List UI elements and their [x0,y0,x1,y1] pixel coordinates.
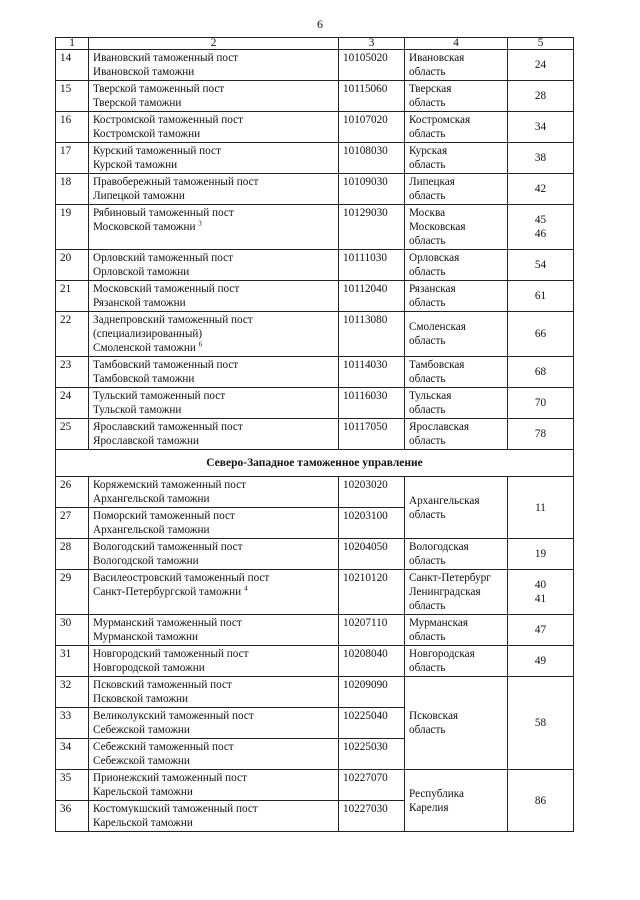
table-row [56,570,574,615]
post-name [89,112,339,143]
post-name [89,281,339,312]
header-cell-1: 1 [56,38,89,50]
post-code-text: 10210120 [343,572,388,584]
table-row [56,357,574,388]
post-code [339,250,405,281]
region-text: Костромская область [409,114,471,140]
number [508,615,574,646]
row-number [56,801,89,832]
number-text: 42 [534,183,547,195]
post-code-text: 10114030 [343,359,388,371]
row-number [56,419,89,450]
number-merged-text: 11 [535,501,546,514]
post-code-text: 10225040 [343,710,388,722]
post-code [339,708,405,739]
row-number-text: 26 [60,479,72,491]
row-number [56,50,89,81]
region [405,81,508,112]
post-name-text: Тамбовский таможенный пост Тамбовской таможни [93,359,239,385]
post-code-text: 10129030 [343,207,388,219]
post-name [89,539,339,570]
number [508,250,574,281]
post-name-text: Правобережный таможенный пост Липецкой таможни [93,176,259,202]
post-name [89,770,339,801]
post-name [89,708,339,739]
region-text: Ивановская область [409,52,465,78]
post-name [89,250,339,281]
post-name-text: Вологодский таможенный пост Вологодской таможни [93,541,243,567]
number-text: 54 [534,259,547,271]
header-cell-3: 3 [339,38,405,50]
row-number-text: 18 [60,176,72,188]
number-text: 68 [534,366,547,378]
post-name-text: Мурманский таможенный пост Мурманской таможни [93,617,242,643]
row-number-text: 17 [60,145,72,157]
number [508,357,574,388]
table-row [56,419,574,450]
region [405,205,508,250]
row-number [56,143,89,174]
region [405,50,508,81]
post-name-text: Тульский таможенный пост Тульской таможни [93,390,226,416]
post-name [89,646,339,677]
region-text: Тульская область [409,390,452,416]
number [508,539,574,570]
region [405,615,508,646]
number [508,388,574,419]
number-text: 38 [534,152,547,164]
post-name-text: Новгородский таможенный пост Новгородской таможни [93,648,249,674]
number-text: 49 [534,655,547,667]
table-row [56,646,574,677]
row-number [56,615,89,646]
page-number: 6 [317,17,323,31]
post-code-text: 10111030 [343,252,387,264]
number-merged-text: 86 [534,794,547,807]
post-code [339,112,405,143]
table-row [56,81,574,112]
table-row [56,112,574,143]
post-name [89,508,339,539]
number [508,205,574,250]
section-title-text: Северо-Западное таможенное управление [206,457,423,469]
row-number [56,312,89,357]
post-name-text: Прионежский таможенный пост Карельской таможни [93,772,247,798]
table-row [56,250,574,281]
region-merged [405,770,508,832]
post-code [339,739,405,770]
number-text: 40 41 [534,579,547,605]
post-code [339,174,405,205]
post-code [339,770,405,801]
region [405,357,508,388]
post-code [339,477,405,508]
post-name [89,477,339,508]
post-code-text: 10203020 [343,479,388,491]
table-row [56,477,574,508]
post-name-text: Тверской таможенный пост Тверской таможни [93,83,225,109]
number-text: 78 [534,428,547,440]
number-text: 24 [534,59,547,71]
table-row [56,388,574,419]
region-merged-text: Республика Карелия [409,787,464,814]
post-code [339,508,405,539]
post-name-text: Рябиновый таможенный пост Московской таможни [93,207,234,233]
post-code [339,205,405,250]
table-row [56,539,574,570]
post-name-text: Костомукшский таможенный пост Карельской таможни [93,803,258,829]
region-text: Тамбовская область [409,359,465,385]
post-code-text: 10112040 [343,283,388,295]
row-number-text: 31 [60,648,72,660]
post-name [89,739,339,770]
row-number-text: 32 [60,679,72,691]
post-code-text: 10116030 [343,390,388,402]
post-name-footnote-mark: 3 [198,219,202,228]
row-number [56,770,89,801]
post-code [339,143,405,174]
post-code [339,677,405,708]
post-name-text: Великолукский таможенный пост Себежской таможни [93,710,254,736]
section-title [56,450,574,477]
post-name-text: Ивановский таможенный пост Ивановской таможни [93,52,239,78]
number [508,281,574,312]
row-number-text: 29 [60,572,72,584]
region-text: Ярославская область [409,421,470,447]
region-merged [405,477,508,539]
post-code [339,312,405,357]
row-number [56,677,89,708]
row-number [56,205,89,250]
table-row [56,50,574,81]
row-number-text: 28 [60,541,72,553]
region-text: Санкт-Петербург Ленинградская область [409,572,491,612]
number [508,143,574,174]
post-code [339,419,405,450]
post-name [89,81,339,112]
table-row [56,312,574,357]
post-name-footnote-mark: 6 [198,340,203,349]
number-merged [508,770,574,832]
region [405,143,508,174]
number [508,312,574,357]
post-name-text: Костромской таможенный пост Костромской таможни [93,114,243,140]
post-name-text: Коряжемский таможенный пост Архангельской таможни [93,479,246,505]
number-text: 61 [534,290,547,302]
number-merged [508,677,574,770]
row-number-text: 24 [60,390,72,402]
region-text: Тверская область [409,83,452,109]
region [405,174,508,205]
region-text: Новгородская область [409,648,475,674]
post-code-text: 10109030 [343,176,388,188]
post-code-text: 10203100 [343,510,388,522]
post-code-text: 10225030 [343,741,388,753]
row-number [56,357,89,388]
row-number [56,81,89,112]
post-name [89,388,339,419]
number-text: 47 [534,624,547,636]
post-name [89,143,339,174]
post-code [339,81,405,112]
post-code [339,281,405,312]
row-number-text: 35 [60,772,72,784]
row-number-text: 19 [60,207,72,219]
number-text: 19 [534,548,547,560]
number-text: 28 [534,90,547,102]
post-name [89,801,339,832]
post-name-footnote-mark: 4 [243,584,248,593]
post-name [89,419,339,450]
table-row [56,205,574,250]
number-text: 34 [534,121,547,133]
region [405,281,508,312]
post-code-text: 10117050 [343,421,388,433]
post-name [89,205,339,250]
post-name [89,570,339,615]
row-number [56,708,89,739]
post-name [89,615,339,646]
region [405,112,508,143]
post-code-text: 10227030 [343,803,388,815]
row-number-text: 36 [60,803,72,815]
header-cell-5: 5 [508,38,574,50]
post-name-text: Василеостровский таможенный пост Санкт-Петербургской таможни [93,572,270,598]
post-code-text: 10113080 [343,314,388,326]
region [405,646,508,677]
row-number-text: 16 [60,114,72,126]
row-number [56,646,89,677]
customs-posts-table [55,37,574,832]
row-number [56,174,89,205]
row-number-text: 27 [60,510,72,522]
post-name [89,357,339,388]
number-text: 45 46 [534,214,547,240]
number [508,646,574,677]
region-text: Рязанская область [409,283,456,309]
number [508,50,574,81]
table-row [56,770,574,801]
post-name-text: Московский таможенный пост Рязанской таможни [93,283,240,309]
post-name-text: Заднепровский таможенный пост (специализированный) Смоленской таможни [93,314,253,354]
header-cell-4: 4 [405,38,508,50]
number [508,112,574,143]
region [405,539,508,570]
row-number [56,739,89,770]
number [508,570,574,615]
post-code-text: 10108030 [343,145,388,157]
row-number [56,477,89,508]
post-code-text: 10208040 [343,648,388,660]
row-number-text: 30 [60,617,72,629]
region-text: Смоленская область [409,321,466,347]
post-code-text: 10204050 [343,541,388,553]
post-name [89,312,339,357]
row-number [56,250,89,281]
header-cell-2: 2 [89,38,339,50]
column-number-header-row [56,38,574,50]
row-number-text: 34 [60,741,72,753]
number-text: 70 [534,397,547,409]
row-number-text: 21 [60,283,72,295]
post-name-text: Курский таможенный пост Курской таможни [93,145,221,171]
post-code-text: 10207110 [343,617,388,629]
post-code-text: 10115060 [343,83,388,95]
region-text: Мурманская область [409,617,468,643]
row-number-text: 14 [60,52,72,64]
row-number [56,281,89,312]
region-merged [405,677,508,770]
number-text: 66 [534,328,547,340]
number-merged-text: 58 [534,717,547,729]
region [405,570,508,615]
region-text: Вологодская область [409,541,469,567]
row-number [56,539,89,570]
post-name [89,50,339,81]
post-code [339,388,405,419]
post-code [339,646,405,677]
region [405,312,508,357]
table-row [56,143,574,174]
post-name-text: Поморский таможенный пост Архангельской таможни [93,510,235,536]
post-code [339,50,405,81]
region-merged-text: Псковская область [409,710,459,736]
table-row [56,174,574,205]
post-code-text: 10105020 [343,52,388,64]
number [508,81,574,112]
row-number [56,570,89,615]
post-code [339,357,405,388]
post-code-text: 10209090 [343,679,388,691]
table-row [56,281,574,312]
post-name-text: Себежский таможенный пост Себежской таможни [93,741,234,767]
region-text: Орловская область [409,252,460,278]
row-number-text: 33 [60,710,72,722]
post-code [339,539,405,570]
region [405,388,508,419]
number-merged [508,477,574,539]
post-code [339,615,405,646]
post-code-text: 10107020 [343,114,388,126]
post-name [89,677,339,708]
row-number [56,508,89,539]
post-code [339,801,405,832]
section-row [56,450,574,477]
region-merged-text: Архангельская область [409,494,480,521]
post-name-text: Орловский таможенный пост Орловской таможни [93,252,234,278]
number [508,419,574,450]
row-number-text: 25 [60,421,72,433]
post-code [339,570,405,615]
post-code-text: 10227070 [343,772,388,784]
row-number-text: 23 [60,359,72,371]
region-text: Липецкая область [409,176,455,202]
number [508,174,574,205]
row-number-text: 20 [60,252,72,264]
row-number [56,112,89,143]
table-row [56,615,574,646]
region [405,250,508,281]
row-number-text: 22 [60,314,72,326]
region [405,419,508,450]
row-number [56,388,89,419]
region-text: Москва Московская область [409,207,466,247]
row-number-text: 15 [60,83,72,95]
region-text: Курская область [409,145,448,171]
table-row [56,677,574,708]
post-name-text: Ярославский таможенный пост Ярославской таможни [93,421,243,447]
post-name [89,174,339,205]
post-name-text: Псковский таможенный пост Псковской таможни [93,679,232,705]
